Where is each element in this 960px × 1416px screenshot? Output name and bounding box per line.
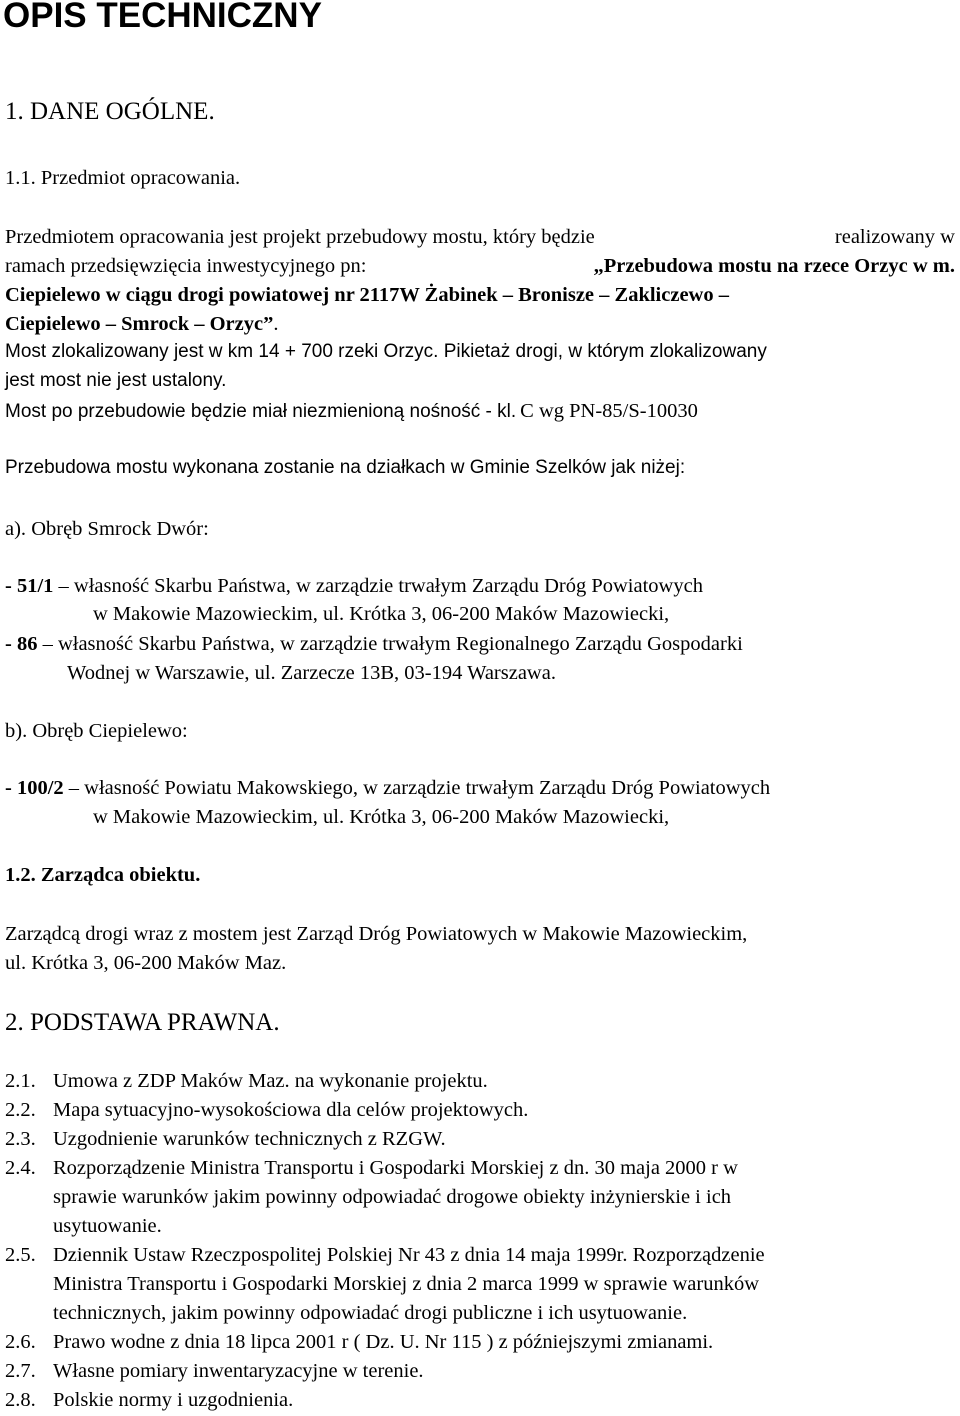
parcel-item-continuation: w Makowie Mazowieckim, ul. Krótka 3, 06-200 Maków Mazowiecki, [93, 603, 670, 625]
text-span: ramach przedsięwzięcia inwestycyjnego pn: [5, 255, 367, 277]
text-span: – własność Powiatu Makowskiego, w zarządzie trwałym Zarządu Dróg Powiatowych [68, 777, 771, 799]
list-item-text: Dziennik Ustaw Rzeczpospolitej Polskiej Nr 43 z dnia 14 maja 1999r. Rozporządzenie [53, 1244, 765, 1266]
list-item-continuation: usytuowanie. [53, 1215, 162, 1237]
parcel-number: - 51/1 [5, 575, 54, 597]
paragraph-line: Przebudowa mostu wykonana zostanie na działkach w Gminie Szelków jak niżej: [5, 457, 686, 478]
list-item-number: 2.1. [5, 1070, 36, 1092]
paragraph-line: ul. Krótka 3, 06-200 Maków Maz. [5, 952, 287, 974]
parcel-group-b-heading [5, 719, 188, 743]
document-title: OPIS TECHNICZNY [3, 0, 322, 35]
list-item-number: 2.6. [5, 1331, 36, 1353]
project-name-bold-line [5, 312, 278, 336]
section-2-heading: 2. PODSTAWA PRAWNA. [5, 1009, 280, 1036]
parcel-group-a-heading [5, 517, 209, 541]
list-item-text: Rozporządzenie Ministra Transportu i Gospodarki Morskiej z dn. 30 maja 2000 r w [53, 1157, 738, 1179]
section-1-heading: 1. DANE OGÓLNE. [5, 98, 215, 125]
list-item-continuation: sprawie warunków jakim powinny odpowiadać drogowe obiekty inżynierskie i ich [53, 1186, 732, 1208]
paragraph-line [5, 254, 955, 278]
paragraph-line: Most zlokalizowany jest w km 14 + 700 rzeki Orzyc. Pikietaż drogi, w którym zlokalizowany [5, 341, 767, 362]
text-span: Przedmiotem opracowania jest projekt przebudowy mostu, który będzie [5, 226, 595, 248]
parcel-number: - 86 [5, 633, 38, 655]
list-item [5, 1388, 293, 1412]
list-item-text: Umowa z ZDP Maków Maz. na wykonanie projektu. [53, 1070, 488, 1092]
list-item-text: Prawo wodne z dnia 18 lipca 2001 r ( Dz. U. Nr 115 ) z późniejszymi zmianami. [53, 1331, 714, 1353]
parcel-number: - 100/2 [5, 777, 64, 799]
text-span: – własność Skarbu Państwa, w zarządzie trwałym Zarządu Dróg Powiatowych [58, 575, 703, 597]
text-span: – własność Skarbu Państwa, w zarządzie trwałym Regionalnego Zarządu Gospodarki [42, 633, 743, 655]
list-item-text: Uzgodnienie warunków technicznych z RZGW. [53, 1128, 446, 1150]
paragraph-line [5, 225, 955, 249]
list-item-number: 2.2. [5, 1099, 36, 1121]
project-name-bold-line [5, 283, 955, 307]
list-item-number: 2.4. [5, 1157, 36, 1179]
text-span: a). [5, 518, 27, 540]
paragraph-line [5, 399, 698, 423]
list-item [5, 1243, 765, 1267]
list-item-text: Polskie normy i uzgodnienia. [53, 1389, 294, 1411]
list-item [5, 1069, 488, 1093]
list-item-text: Własne pomiary inwentaryzacyjne w terenie. [53, 1360, 424, 1382]
text-span: Most po przebudowie będzie miał niezmienioną nośność - kl. [5, 401, 517, 422]
list-item-number: 2.8. [5, 1389, 36, 1411]
text-span: Ciepielewo – Smrock – Orzyc” [5, 313, 274, 335]
text-span: Obręb Ciepielewo: [32, 720, 188, 742]
list-item [5, 1127, 446, 1151]
parcel-item [5, 574, 703, 598]
parcel-item [5, 632, 743, 656]
list-item [5, 1330, 713, 1354]
list-item [5, 1156, 738, 1180]
text-span: . [273, 313, 279, 335]
list-item-continuation: Ministra Transportu i Gospodarki Morskiej z dnia 2 marca 1999 w sprawie warunków [53, 1273, 759, 1295]
list-item-continuation: technicznych, jakim powinny odpowiadać drogi publiczne i ich usytuowanie. [53, 1302, 688, 1324]
parcel-item-continuation: w Makowie Mazowieckim, ul. Krótka 3, 06-200 Maków Mazowiecki, [93, 806, 670, 828]
parcel-item [5, 776, 770, 800]
list-item-text: Mapa sytuacyjno-wysokościowa dla celów projektowych. [53, 1099, 529, 1121]
subsection-1-2-heading: 1.2. Zarządca obiektu. [5, 864, 201, 886]
subsection-1-1-heading: 1.1. Przedmiot opracowania. [5, 167, 241, 189]
paragraph-line: jest most nie jest ustalony. [5, 370, 227, 391]
project-name-bold: „Przebudowa mostu na rzece Orzyc w m. [593, 255, 955, 277]
list-item [5, 1359, 424, 1383]
text-span: C wg PN-85/S-10030 [520, 400, 698, 422]
parcel-item-continuation: Wodnej w Warszawie, ul. Zarzecze 13B, 03-194 Warszawa. [67, 662, 556, 684]
list-item [5, 1098, 528, 1122]
list-item-number: 2.3. [5, 1128, 36, 1150]
text-span: realizowany w [834, 226, 955, 248]
list-item-number: 2.7. [5, 1360, 36, 1382]
text-span: Ciepielewo w ciągu drogi powiatowej nr 2117W Żabinek – Bronisze – Zakliczewo – [5, 284, 729, 306]
paragraph-line: Zarządcą drogi wraz z mostem jest Zarząd Dróg Powiatowych w Makowie Mazowieckim, [5, 923, 748, 945]
text-span: b). [5, 720, 28, 742]
list-item-number: 2.5. [5, 1244, 36, 1266]
text-span: Obręb Smrock Dwór: [31, 518, 209, 540]
